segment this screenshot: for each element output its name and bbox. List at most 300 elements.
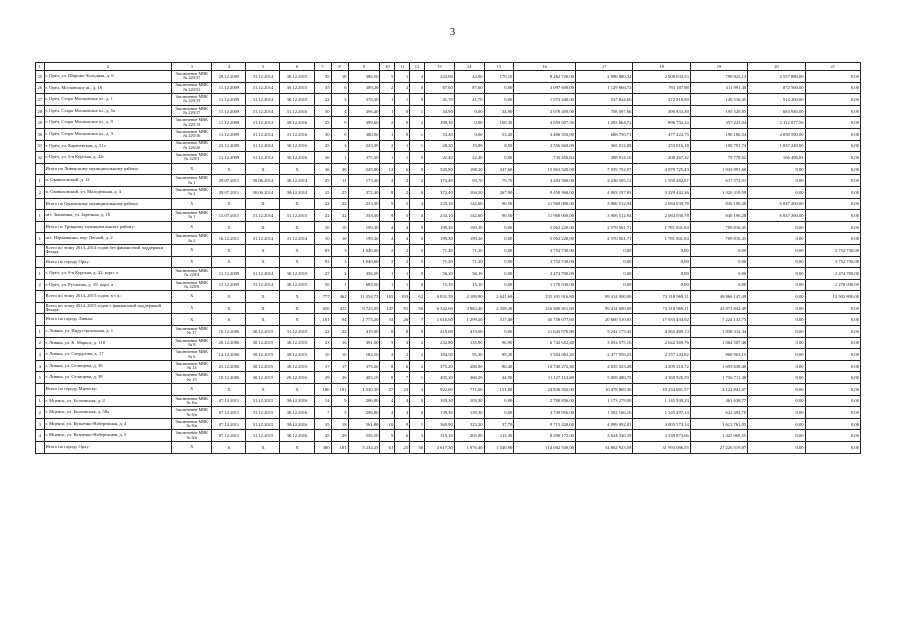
table-cell: 1: [410, 372, 425, 384]
table-cell: 1 064 507,48: [690, 337, 747, 349]
table-cell: 6 342,60: [425, 302, 455, 314]
table-cell: 30.12.2016: [280, 418, 314, 430]
table-cell: 4: [380, 407, 395, 419]
column-number-cell: 14: [454, 63, 484, 71]
table-cell: 0: [395, 117, 410, 129]
table-cell: 1: [380, 268, 395, 280]
table-cell: Х: [280, 384, 314, 396]
table-cell: 25: [331, 186, 348, 198]
table-cell: 830 196,28: [690, 198, 747, 210]
table-cell: 0: [410, 268, 425, 280]
address-cell: пгт. Нарышкино, пер. Лесной, д. 2: [44, 233, 172, 245]
table-row: [36, 186, 861, 198]
table-cell: 1: [36, 395, 45, 407]
address-cell: Всего по этапу 2014–2015 годов, в т.ч.:: [44, 291, 172, 303]
table-cell: 0,00: [748, 372, 805, 384]
table-cell: 0,00: [748, 442, 805, 454]
table-cell: 2 008 034,53: [633, 71, 690, 83]
table-cell: 2: [380, 256, 395, 268]
conclusion-cell: Х: [172, 442, 212, 454]
table-cell: 233,10: [425, 210, 455, 222]
table-cell: 61: [380, 442, 395, 454]
table-cell: 5 062 220,00: [514, 221, 576, 233]
table-cell: 30.12.2016: [280, 117, 314, 129]
subtotal-row: [36, 221, 861, 233]
table-cell: 31.12.2015: [280, 326, 314, 338]
table-row: [36, 117, 861, 129]
table-cell: 1: [331, 279, 348, 291]
table-cell: 31.12.2014: [246, 279, 280, 291]
table-cell: 07.12.2011: [212, 430, 246, 442]
table-cell: 11: [331, 175, 348, 187]
table-cell: 37,70: [484, 418, 514, 430]
table-cell: 1: [380, 279, 395, 291]
column-number-cell: 21: [805, 63, 860, 71]
table-cell: 3: [331, 256, 348, 268]
table-cell: 617 572,01: [690, 175, 747, 187]
table-cell: 6: [410, 163, 425, 175]
table-cell: 0,00: [805, 442, 860, 454]
table-cell: 372,40: [348, 186, 380, 198]
table-cell: 26: [36, 82, 45, 94]
table-cell: 2 157 143,82: [633, 349, 690, 361]
table-cell: 405,10: [348, 372, 380, 384]
table-cell: Х: [212, 442, 246, 454]
table-cell: 622 492,70: [690, 407, 747, 419]
table-cell: 180: [314, 384, 331, 396]
table-row: [36, 360, 861, 372]
table-cell: 30.12.2015: [246, 326, 280, 338]
table-cell: 07.12.2011: [212, 395, 246, 407]
table-cell: 360,20: [454, 372, 484, 384]
table-cell: 0,00: [805, 163, 860, 175]
table-cell: 29.12.2009: [212, 71, 246, 83]
conclusion-cell: Х: [172, 198, 212, 210]
address-cell: г. Орёл, ул. 6-я Курская, д. 42г: [44, 152, 172, 164]
table-cell: 4: [380, 175, 395, 187]
table-cell: 1: [395, 152, 410, 164]
table-cell: 0,00: [805, 384, 860, 396]
table-cell: 1: [36, 233, 45, 245]
table-cell: 0,00: [484, 395, 514, 407]
address-cell: г. Мценск, ул. Болховская, д. 2: [44, 395, 172, 407]
table-cell: 2: [36, 407, 45, 419]
table-cell: 31.12.2015: [246, 395, 280, 407]
table-cell: 11.12.2009: [212, 268, 246, 280]
table-cell: 20 600 510,83: [575, 314, 632, 326]
table-cell: 8,50: [484, 140, 514, 152]
column-number-cell: 6: [280, 63, 314, 71]
table-cell: 30.12.2014: [280, 175, 314, 187]
table-cell: 9 723,95: [348, 302, 380, 314]
table-cell: 2: [380, 82, 395, 94]
table-cell: 205,80: [454, 430, 484, 442]
table-cell: 53,40: [484, 128, 514, 140]
table-cell: 267,90: [484, 186, 514, 198]
table-cell: 21.12.2006: [212, 360, 246, 372]
column-number-cell: 8: [331, 63, 348, 71]
table-cell: 18: [331, 71, 348, 83]
table-cell: 2 474 700,00: [514, 268, 576, 280]
table-cell: 45: [314, 430, 331, 442]
table-cell: 29: [36, 117, 45, 129]
table-cell: 1 040,00: [348, 256, 380, 268]
table-cell: 34,90: [484, 105, 514, 117]
table-cell: 1: [395, 71, 410, 83]
table-cell: 8: [380, 372, 395, 384]
table-cell: 31.12.2014: [280, 233, 314, 245]
table-cell: 6 831,59: [425, 291, 455, 303]
table-cell: 288 914,16: [575, 152, 632, 164]
table-cell: 3: [410, 430, 425, 442]
table-row: [36, 71, 861, 83]
table-cell: [36, 442, 45, 454]
table-cell: 1: [410, 105, 425, 117]
table-cell: 3 752 730,00: [805, 244, 860, 256]
table-cell: 2 642 569,76: [633, 337, 690, 349]
conclusion-cell: Х: [172, 256, 212, 268]
table-cell: 4: [395, 233, 410, 245]
table-cell: Х: [280, 163, 314, 175]
conclusion-cell: Заключение МВК № 6/а: [172, 395, 212, 407]
table-cell: 199,30: [348, 221, 380, 233]
table-cell: 1 293 664,72: [575, 117, 632, 129]
address-cell: Итого по Ливенскому муниципальному району:: [44, 163, 172, 175]
table-cell: 311 991,40: [690, 82, 747, 94]
table-cell: 3: [395, 337, 410, 349]
address-cell: г. Ливны, ул. Селищева, д. 36: [44, 360, 172, 372]
table-cell: 1 837 240,00: [748, 140, 805, 152]
table-cell: 5: [380, 71, 395, 83]
table-cell: 0,00: [575, 279, 632, 291]
conclusion-cell: Заключение МВК № 6/в: [172, 430, 212, 442]
table-cell: [36, 314, 45, 326]
table-cell: 0,00: [805, 105, 860, 117]
table-cell: 0: [395, 128, 410, 140]
table-cell: 1 573 440,00: [514, 94, 576, 106]
table-cell: Х: [246, 302, 280, 314]
column-number-cell: 3: [172, 63, 212, 71]
table-cell: 0: [395, 105, 410, 117]
table-cell: 96,90: [484, 337, 514, 349]
table-cell: 30.12.2015: [280, 337, 314, 349]
table-cell: 17: [331, 360, 348, 372]
table-cell: 0,00: [805, 360, 860, 372]
table-cell: 0,00: [484, 82, 514, 94]
table-cell: 31.12.2016: [280, 105, 314, 117]
table-cell: 1: [380, 105, 395, 117]
subtotal-row: [36, 163, 861, 175]
table-cell: 4 879 725,43: [633, 163, 690, 175]
table-row: [36, 349, 861, 361]
table-cell: 922,60: [425, 384, 455, 396]
conclusion-cell: Заключение МВК № 220/17: [172, 105, 212, 117]
table-cell: 198,20: [454, 163, 484, 175]
table-cell: 4 404 360,00: [514, 175, 576, 187]
table-cell: 0,00: [748, 337, 805, 349]
column-number-cell: 2: [44, 63, 172, 71]
table-cell: 3 983,40: [454, 302, 484, 314]
table-cell: 62: [410, 291, 425, 303]
table-cell: 556,50: [348, 430, 380, 442]
table-row: [36, 430, 861, 442]
table-cell: 30.12.2016: [280, 430, 314, 442]
table-cell: 83: [314, 256, 331, 268]
table-cell: 6 047 260,00: [748, 198, 805, 210]
table-cell: 30.12.2014: [280, 186, 314, 198]
table-cell: 319,10: [425, 430, 455, 442]
table-cell: 0,00: [454, 128, 484, 140]
table-cell: 2 556 660,00: [514, 140, 576, 152]
table-cell: 90,50: [484, 198, 514, 210]
table-cell: 7 039 702,97: [575, 163, 632, 175]
table-cell: 25: [314, 140, 331, 152]
table-cell: 2 477 956,23: [575, 349, 632, 361]
table-cell: 4 360 920,59: [633, 372, 690, 384]
table-cell: 9: [380, 430, 395, 442]
table-cell: 79 778,62: [690, 152, 747, 164]
table-cell: 2 570 561,71: [575, 221, 632, 233]
table-cell: 0: [410, 152, 425, 164]
column-number-cell: 17: [575, 63, 632, 71]
table-cell: 6 742 652,40: [514, 337, 576, 349]
table-cell: 4: [380, 349, 395, 361]
table-cell: 56,10: [454, 268, 484, 280]
table-cell: 22: [331, 210, 348, 222]
table-cell: 0,00: [748, 395, 805, 407]
table-cell: 0: [410, 395, 425, 407]
table-cell: 461 638,77: [690, 395, 747, 407]
address-cell: г. Ливны, ул. Свердлова, д. 17: [44, 349, 172, 361]
column-number-cell: 16: [514, 63, 576, 71]
table-cell: 30.12.2015: [280, 360, 314, 372]
table-cell: 683,50: [348, 279, 380, 291]
table-cell: 1 582 166,16: [575, 407, 632, 419]
address-cell: пгт. Знаменка, ул. Заречная, д. 19: [44, 210, 172, 222]
table-cell: 2 236 505,12: [575, 175, 632, 187]
table-cell: 100 791,74: [690, 140, 747, 152]
table-cell: 10: [314, 221, 331, 233]
table-cell: 2: [410, 349, 425, 361]
table-cell: 0,00: [633, 268, 690, 280]
table-cell: 537 844,66: [575, 94, 632, 106]
subtotal-row: [36, 314, 861, 326]
table-cell: 1: [395, 94, 410, 106]
table-cell: 412: [331, 302, 348, 314]
table-cell: 200 267,22: [633, 152, 690, 164]
table-cell: 71,20: [454, 244, 484, 256]
column-number-cell: 4: [212, 63, 246, 71]
table-cell: 2: [395, 244, 410, 256]
table-cell: 4: [380, 233, 395, 245]
table-cell: 0: [410, 326, 425, 338]
table-cell: 4 803 197,83: [575, 186, 632, 198]
table-cell: 14.12.2006: [212, 349, 246, 361]
address-cell: г. Орёл, ул. Широко-Холодная, д. 6: [44, 71, 172, 83]
table-cell: 26: [395, 314, 410, 326]
table-cell: 89,20: [484, 349, 514, 361]
table-cell: 29.07.2011: [212, 186, 246, 198]
address-cell: г. Ливны, ул. К. Маркса, д. 110: [44, 337, 172, 349]
table-cell: 1 145 938,23: [633, 395, 690, 407]
table-cell: 868 963,15: [690, 349, 747, 361]
table-cell: 399,60: [348, 117, 380, 129]
table-cell: 30.12.2016: [280, 152, 314, 164]
table-cell: 15.07.2011: [212, 210, 246, 222]
table-row: [36, 337, 861, 349]
table-cell: 375,30: [348, 152, 380, 164]
table-cell: 1 616,60: [425, 314, 455, 326]
table-cell: 0,00: [484, 94, 514, 106]
table-cell: 3 006 512,94: [575, 198, 632, 210]
table-cell: 1 612 761,05: [690, 418, 747, 430]
table-cell: 181: [331, 442, 348, 454]
table-cell: 7 224 132,75: [690, 314, 747, 326]
table-cell: 5: [395, 198, 410, 210]
subtotal-row: [36, 198, 861, 210]
table-cell: 9: [380, 198, 395, 210]
column-number-cell: 19: [690, 63, 747, 71]
table-cell: 2: [410, 117, 425, 129]
table-cell: 135,90: [454, 337, 484, 349]
address-cell: Итого по городу Орлу:: [44, 442, 172, 454]
table-cell: Х: [280, 302, 314, 314]
table-cell: 71,20: [425, 244, 455, 256]
table-cell: 0,00: [484, 279, 514, 291]
table-cell: 0,00: [748, 314, 805, 326]
table-cell: 30: [36, 128, 45, 140]
table-row: [36, 210, 861, 222]
table-cell: Х: [246, 291, 280, 303]
table-cell: 103,30: [454, 395, 484, 407]
table-cell: 91: [395, 302, 410, 314]
table-cell: 31: [36, 140, 45, 152]
table-cell: 545,80: [348, 163, 380, 175]
table-cell: 0,00: [748, 233, 805, 245]
table-cell: [36, 198, 45, 210]
table-cell: 30.12.2015: [280, 94, 314, 106]
address-cell: Итого по городу Мценску:: [44, 384, 172, 396]
table-cell: 243,30: [348, 140, 380, 152]
table-cell: 3: [331, 94, 348, 106]
table-cell: 5 232,25: [348, 442, 380, 454]
table-cell: 35: [314, 71, 331, 83]
table-cell: 26: [314, 152, 331, 164]
table-cell: 2: [410, 337, 425, 349]
table-cell: 10: [314, 233, 331, 245]
table-cell: 0,00: [748, 407, 805, 419]
table-cell: 2 617,30: [425, 442, 455, 454]
table-cell: 1: [380, 94, 395, 106]
table-cell: 0,00: [748, 418, 805, 430]
table-cell: 396,40: [348, 105, 380, 117]
table-cell: 4: [410, 210, 425, 222]
table-cell: 0,00: [805, 221, 860, 233]
conclusion-cell: Заключение МВК № 14: [172, 360, 212, 372]
table-cell: 16.12.2011: [212, 233, 246, 245]
table-cell: 10: [380, 418, 395, 430]
table-cell: 1 775,20: [348, 314, 380, 326]
table-cell: 0: [410, 256, 425, 268]
table-cell: 10: [314, 349, 331, 361]
table-cell: 0,00: [690, 268, 747, 280]
table-cell: 4 209 310,72: [633, 360, 690, 372]
conclusion-cell: Заключение МВК № 2: [172, 233, 212, 245]
table-cell: 0,00: [748, 302, 805, 314]
address-cell: г. Орёл, Старо-Московское ш., д. 1: [44, 94, 172, 106]
table-cell: 56,10: [425, 268, 455, 280]
table-cell: 8: [395, 326, 410, 338]
table-cell: 11 643 976,89: [514, 326, 576, 338]
table-cell: 0,00: [748, 186, 805, 198]
table-body: [36, 63, 861, 454]
conclusion-cell: Заключение МВК № 6: [172, 349, 212, 361]
table-cell: Х: [246, 442, 280, 454]
table-cell: 0,00: [805, 302, 860, 314]
address-cell: п. Свиваловский, д. 12: [44, 175, 172, 187]
table-cell: 29: [331, 430, 348, 442]
table-cell: 2 078 400,00: [514, 105, 576, 117]
table-cell: 31 993 086,55: [633, 442, 690, 454]
table-cell: 93,70: [454, 175, 484, 187]
table-cell: 30.12.2016: [280, 395, 314, 407]
table-cell: [36, 291, 45, 303]
table-cell: 419,00: [348, 326, 380, 338]
table-cell: 1: [410, 418, 425, 430]
table-cell: 86,40: [484, 360, 514, 372]
table-cell: 1 781 841,84: [633, 233, 690, 245]
table-cell: 79,70: [484, 175, 514, 187]
column-number-cell: 5: [246, 63, 280, 71]
conclusion-cell: Заключение МВК № 220/31: [172, 82, 212, 94]
table-cell: 0,00: [748, 221, 805, 233]
table-cell: 3 749 956,00: [514, 407, 576, 419]
table-cell: 27: [314, 268, 331, 280]
table-cell: 2: [410, 360, 425, 372]
table-cell: 71,20: [454, 256, 484, 268]
table-cell: Х: [280, 442, 314, 454]
table-cell: 9: [331, 117, 348, 129]
table-cell: 44,90: [454, 71, 484, 83]
table-cell: 103,30: [425, 395, 455, 407]
table-cell: 656: [314, 302, 331, 314]
table-cell: 0,00: [633, 279, 690, 291]
address-cell: Итого по городу Ливны:: [44, 314, 172, 326]
table-cell: 3 752 730,00: [805, 256, 860, 268]
table-cell: 0: [410, 407, 425, 419]
table-cell: [36, 221, 45, 233]
table-cell: 31.12.2015: [246, 430, 280, 442]
table-cell: 25: [314, 175, 331, 187]
table-cell: 33: [380, 314, 395, 326]
address-cell: Всего по этапу 2013–2014 годов без финансовой поддержки Фонда:: [44, 244, 172, 256]
conclusion-cell: Заключение МВК № 2: [172, 186, 212, 198]
table-cell: 386,50: [348, 71, 380, 83]
table-cell: Х: [212, 163, 246, 175]
table-cell: 4 563 489,13: [633, 326, 690, 338]
table-cell: 31.12.2014: [246, 210, 280, 222]
table-cell: 73 318 969,11: [633, 302, 690, 314]
table-cell: 30.12.2015: [280, 71, 314, 83]
table-cell: Х: [246, 314, 280, 326]
table-cell: 561,80: [348, 418, 380, 430]
table-cell: Х: [280, 198, 314, 210]
table-cell: 0,00: [748, 175, 805, 187]
subtotal-row: [36, 256, 861, 268]
table-cell: 1 695 638,40: [690, 360, 747, 372]
table-cell: 31.12.2014: [246, 128, 280, 140]
table-cell: 0,00: [805, 314, 860, 326]
